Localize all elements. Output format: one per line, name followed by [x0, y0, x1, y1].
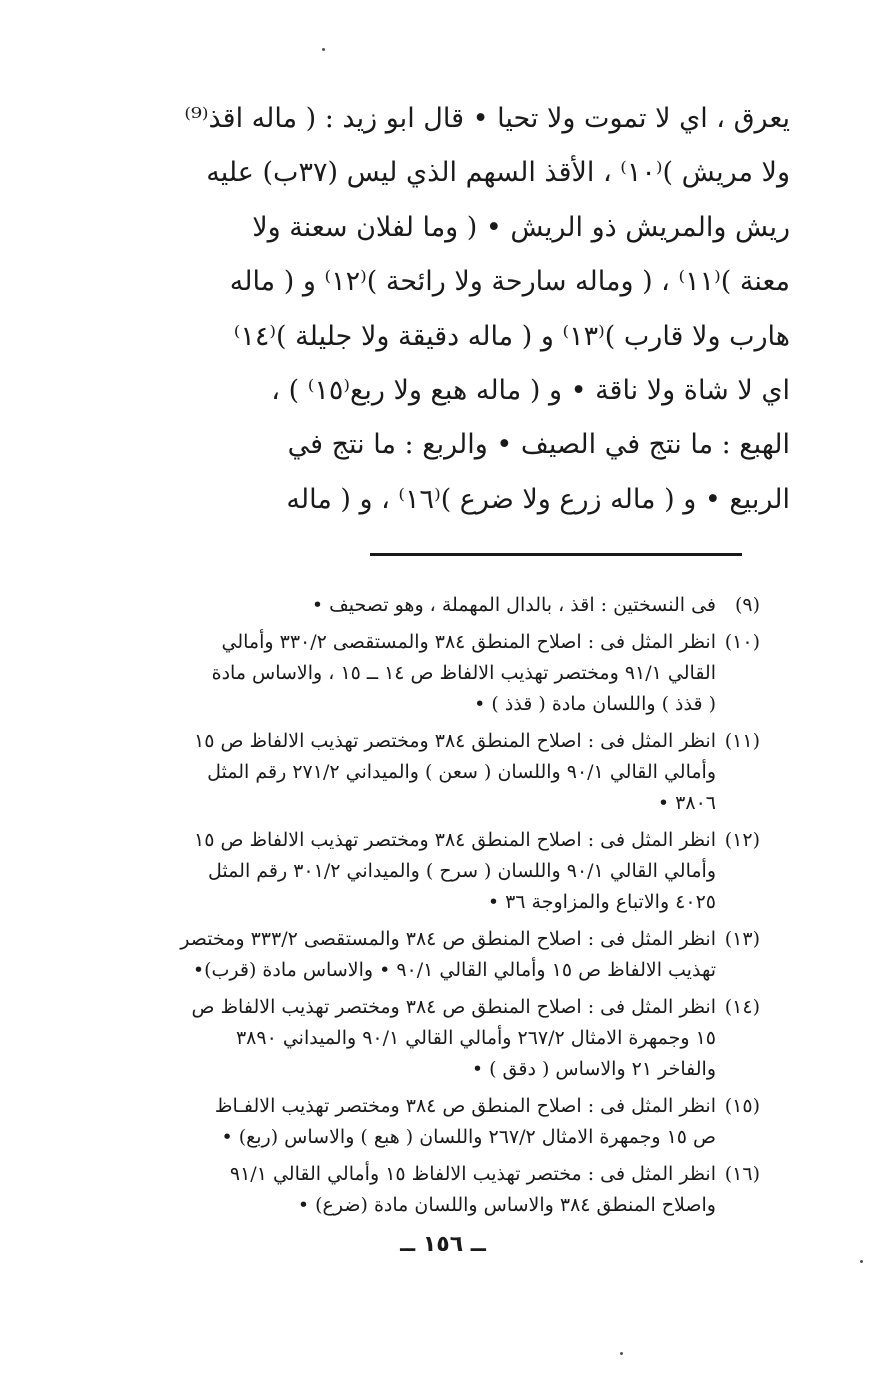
footnote-10	[100, 627, 760, 720]
footnote-number: (١٥)	[724, 1095, 760, 1117]
footnote-body	[100, 627, 716, 720]
footnote-body	[100, 992, 716, 1085]
footnote-line: ٣٨٠٦ •	[657, 792, 716, 814]
main-text-line: الربيع • و ( ماله زرع ولا ضرع )⁽١٦⁾ ، و ( ماله	[286, 483, 790, 515]
footnote-number: (١٠)	[724, 631, 760, 653]
footnote-12	[100, 825, 760, 918]
footnote-line: انظر المثل فى : اصلاح المنطق ٣٨٤ ومختصر تهذيب الالفاظ ص ١٥	[194, 829, 716, 851]
footnote-body	[100, 825, 716, 918]
footnote-body	[100, 924, 716, 986]
footnote-line: القالي ٩١/١ ومختصر تهذيب الالفاظ ص ١٤ ــ ١٥ ، والاساس مادة	[211, 662, 716, 684]
footnote-line: وأمالي القالي ٩٠/١ واللسان ( سعن ) والميداني ٢٧١/٢ رقم المثل	[207, 761, 716, 783]
footnote-line: ( قذذ ) واللسان مادة ( قذذ ) •	[474, 693, 716, 715]
main-text-line: ولا مريش )⁽١٠⁾ ، الأقذ السهم الذي ليس (٣٧ب) عليه	[206, 157, 790, 189]
footnote-number: (١٤)	[724, 996, 760, 1018]
footnote-number: (١١)	[724, 730, 760, 752]
footnote-body	[100, 726, 716, 819]
scan-speck	[860, 1260, 863, 1263]
footnote-line: انظر المثل فى : اصلاح المنطق ص ٣٨٤ والمستقصى ٣٣٣/٢ ومختصر	[180, 928, 716, 950]
main-text-line: ريش والمريش ذو الريش • ( وما لفلان سعنة ولا	[252, 211, 790, 243]
page-number: ــ ١٥٦ ــ	[400, 1232, 486, 1257]
main-text-line: معنة )⁽١١⁾ ، ( وماله سارحة ولا رائحة )⁽١٢⁾ و ( ماله	[229, 266, 790, 298]
footnote-body	[100, 1159, 716, 1221]
footnote-16	[100, 1159, 760, 1221]
footnote-line: انظر المثل فى : اصلاح المنطق ٣٨٤ والمستقصى ٣٣٠/٢ وأمالي	[221, 631, 716, 653]
footnote-line: وأمالي القالي ٩٠/١ واللسان ( سرح ) والميداني ٣٠١/٢ رقم المثل	[208, 860, 716, 882]
footnote-number: (١٢)	[724, 829, 760, 851]
footnote-body	[100, 1091, 716, 1153]
footnote-14	[100, 992, 760, 1085]
footnote-13	[100, 924, 760, 986]
footnote-number: (١٦)	[724, 1163, 760, 1185]
footnote-9	[100, 590, 760, 621]
main-text-line: يعرق ، اي لا تموت ولا تحيا • قال ابو زيد : ( ماله اقذ⁽⁹⁾	[184, 103, 790, 134]
main-text-line: هارب ولا قارب )⁽١٣⁾ و ( ماله دقيقة ولا جليلة )⁽١٤⁾	[233, 320, 790, 352]
footnote-line: ٤٠٢٥ والاتباع والمزاوجة ٣٦ •	[487, 891, 716, 913]
footnote-line: والفاخر ٢١ والاساس ( دقق ) •	[471, 1058, 716, 1080]
main-text-line: اي لا شاة ولا ناقة • و ( ماله هبع ولا ربع⁽١٥⁾ ) ،	[271, 374, 790, 406]
footnote-body	[100, 590, 716, 621]
footnote-separator	[370, 553, 742, 556]
footnote-line: انظر المثل فى : اصلاح المنطق ص ٣٨٤ ومختصر تهذيب الالفاظ ص	[191, 996, 716, 1018]
footnotes-section	[100, 590, 760, 1227]
footnote-line: ١٥ وجمهرة الامثال ٢٦٧/٢ وأمالي القالي ٩٠/١ والميداني ٣٨٩٠	[235, 1027, 716, 1049]
footnote-15	[100, 1091, 760, 1153]
main-text-line: الهبع : ما نتج في الصيف • والربع : ما نتج في	[287, 429, 790, 461]
footnote-line: واصلاح المنطق ٣٨٤ والاساس واللسان مادة (ضرع) •	[297, 1194, 716, 1216]
footnote-line: انظر المثل فى : اصلاح المنطق ص ٣٨٤ ومختصر تهذيب الالفـاظ	[214, 1095, 716, 1117]
footnote-number: (١٣)	[724, 928, 760, 950]
footnote-11	[100, 726, 760, 819]
scan-speck	[322, 48, 325, 51]
footnote-number: (٩)	[734, 594, 760, 616]
main-text-block	[100, 92, 790, 527]
footnote-line: فى النسختين : اقذ ، بالدال المهملة ، وهو تصحيف •	[311, 594, 716, 616]
footnote-line: انظر المثل فى : اصلاح المنطق ٣٨٤ ومختصر تهذيب الالفاظ ص ١٥	[194, 730, 716, 752]
footnote-line: انظر المثل فى : مختصر تهذيب الالفاظ ١٥ وأمالي القالي ٩١/١	[229, 1163, 716, 1185]
scan-speck	[620, 1352, 623, 1355]
footnote-line: ص ١٥ وجمهرة الامثال ٢٦٧/٢ واللسان ( هبع ) والاساس (ربع) •	[221, 1126, 716, 1148]
footnote-line: تهذيب الالفاظ ص ١٥ وأمالي القالي ٩٠/١ • والاساس مادة (قرب)•	[192, 959, 716, 981]
